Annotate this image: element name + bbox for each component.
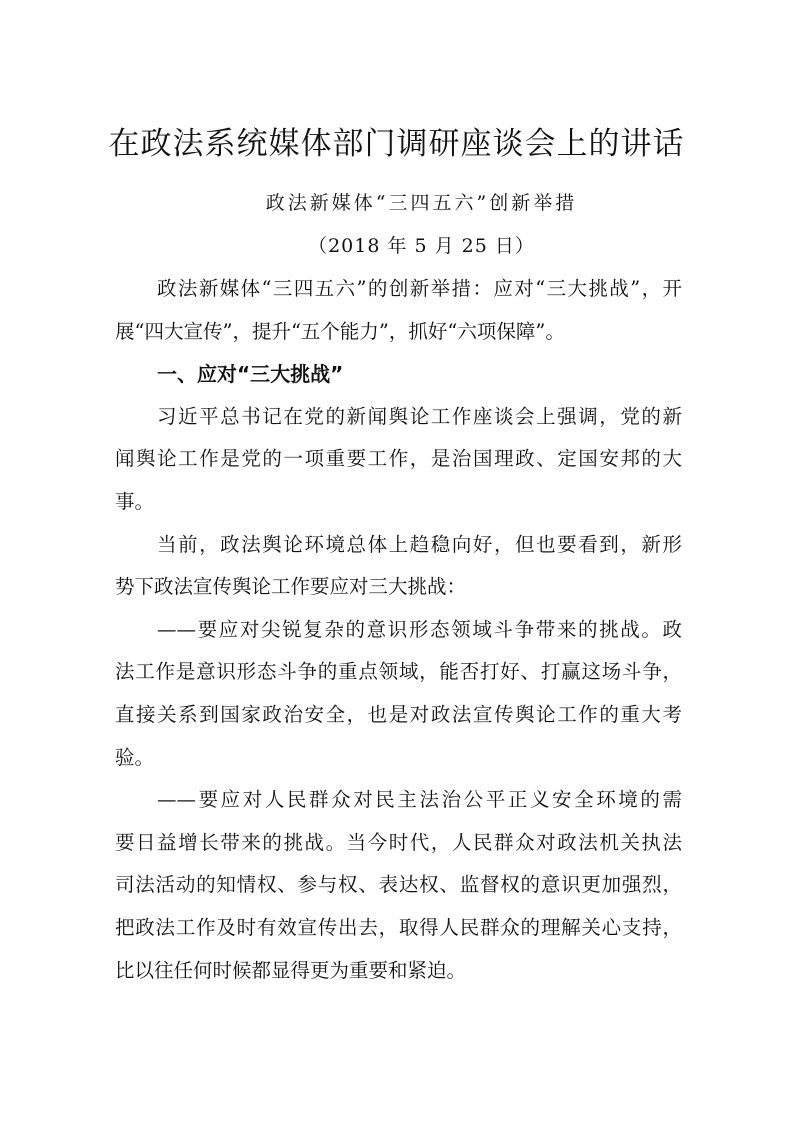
- document-date: （2018 年 5 月 25 日）: [308, 235, 535, 257]
- paragraph-line: 习近平总书记在党的新闻舆论工作座谈会上强调，党的新: [157, 404, 682, 428]
- paragraph-line: 要日益增长带来的挑战。当今时代，人民群众对政法机关执法: [115, 830, 682, 854]
- paragraph-line: 法工作是意识形态斗争的重点领域，能否打好、打赢这场斗争，: [115, 660, 682, 684]
- paragraph-line: 展“四大宣传”，提升“五个能力”，抓好“六项保障”。: [115, 319, 565, 343]
- document-body: [115, 268, 682, 992]
- paragraph-line: 闻舆论工作是党的一项重要工作，是治国理政、定国安邦的大: [115, 447, 682, 471]
- document-subtitle: 政法新媒体“三四五六”创新举措: [265, 192, 578, 214]
- paragraph-line: ——要应对人民群众对民主法治公平正义安全环境的需: [157, 788, 682, 812]
- paragraph-line: 政法新媒体“三四五六”的创新举措：应对“三大挑战”，开: [157, 277, 682, 300]
- paragraph-line: 验。: [115, 745, 155, 769]
- paragraph-line: 比以往任何时候都显得更为重要和紧迫。: [115, 958, 467, 982]
- paragraph-line: 势下政法宣传舆论工作要应对三大挑战：: [115, 575, 467, 599]
- document-title: 在政法系统媒体部门调研座谈会上的讲话: [108, 126, 685, 162]
- section-heading: 一、应对“三大挑战”: [157, 362, 344, 387]
- paragraph-line: 事。: [115, 489, 155, 513]
- paragraph-line: ——要应对尖锐复杂的意识形态领域斗争带来的挑战。政: [157, 617, 682, 641]
- paragraph-line: 直接关系到国家政治安全，也是对政法宣传舆论工作的重大考: [115, 702, 682, 726]
- paragraph-line: 当前，政法舆论环境总体上趋稳向好，但也要看到，新形: [157, 532, 682, 556]
- paragraph-line: 司法活动的知情权、参与权、表达权、监督权的意识更加强烈，: [115, 873, 682, 897]
- paragraph-line: 把政法工作及时有效宣传出去，取得人民群众的理解关心支持，: [115, 915, 682, 939]
